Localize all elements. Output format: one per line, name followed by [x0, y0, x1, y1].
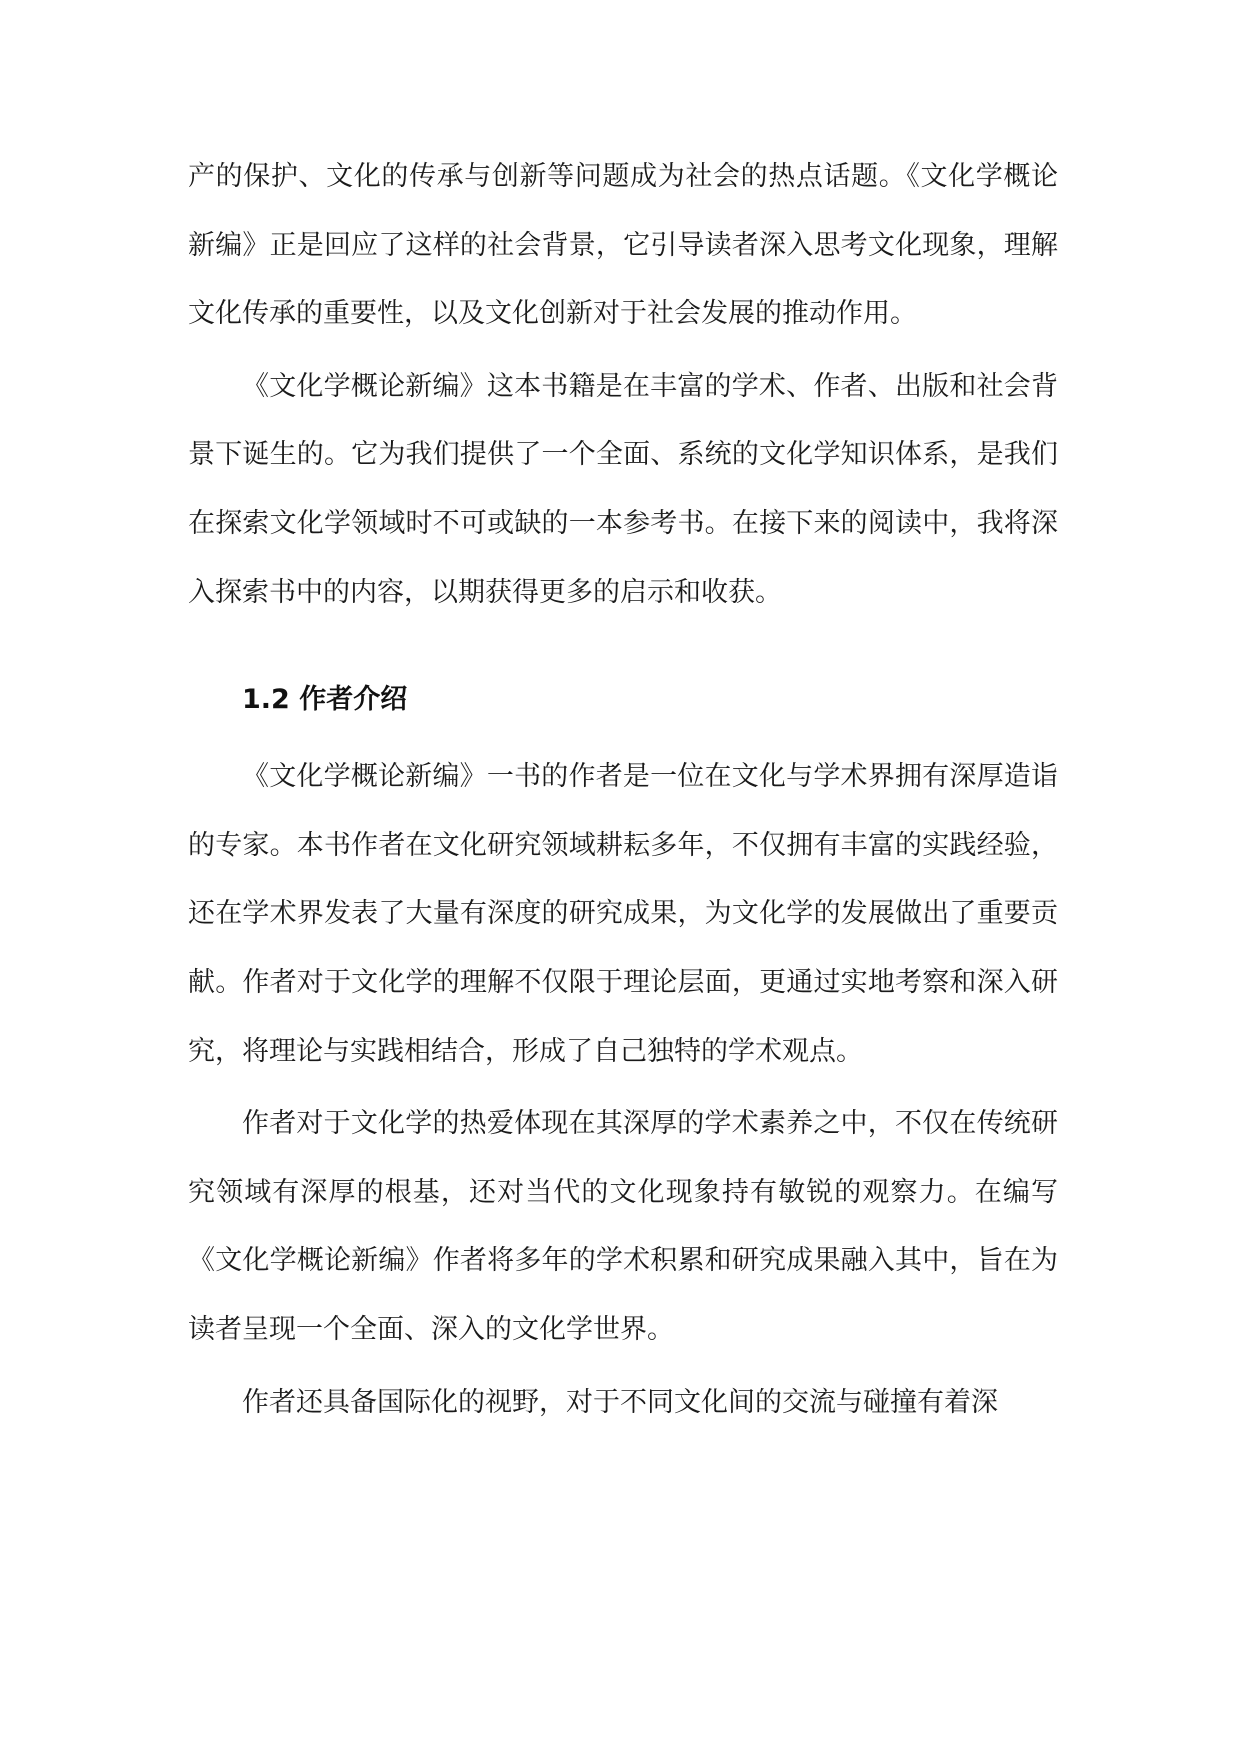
paragraph-author-international-view: 作者还具备国际化的视野，对于不同文化间的交流与碰撞有着深: [242, 1386, 998, 1418]
paragraph-book-background-summary: 《文化学概论新编》这本书籍是在丰富的学术、作者、出版和社会背景下诞生的。它为我们提供了一个全面、系统的文化学知识体系，是我们在探索文化学领域时不可或缺的一本参考书。在接下来的阅读中，我将深入探索书中的内容，以期获得更多的启示和收获。: [188, 370, 1058, 608]
paragraph-author-passion: 作者对于文化学的热爱体现在其深厚的学术素养之中，不仅在传统研究领域有深厚的根基，还对当代的文化现象持有敏锐的观察力。在编写《文化学概论新编》作者将多年的学术积累和研究成果融入其中，旨在为读者呈现一个全面、深入的文化学世界。: [188, 1108, 1058, 1345]
section-heading-author-intro: 1.2 作者介绍: [242, 684, 408, 716]
paragraph-author-expertise: 《文化学概论新编》一书的作者是一位在文化与学术界拥有深厚造诣的专家。本书作者在文化研究领域耕耘多年，不仅拥有丰富的实践经验，还在学术界发表了大量有深度的研究成果，为文化学的发展做出了重要贡献。作者对于文化学的理解不仅限于理论层面，更通过实地考察和深入研究，将理论与实践相结合，形成了自己独特的学术观点。: [188, 761, 1058, 1067]
document-body: [188, 143, 1058, 1437]
paragraph-continuation: 产的保护、文化的传承与创新等问题成为社会的热点话题。《文化学概论新编》正是回应了这样的社会背景，它引导读者深入思考文化现象，理解文化传承的重要性，以及文化创新对于社会发展的推动作用。: [188, 161, 1058, 330]
